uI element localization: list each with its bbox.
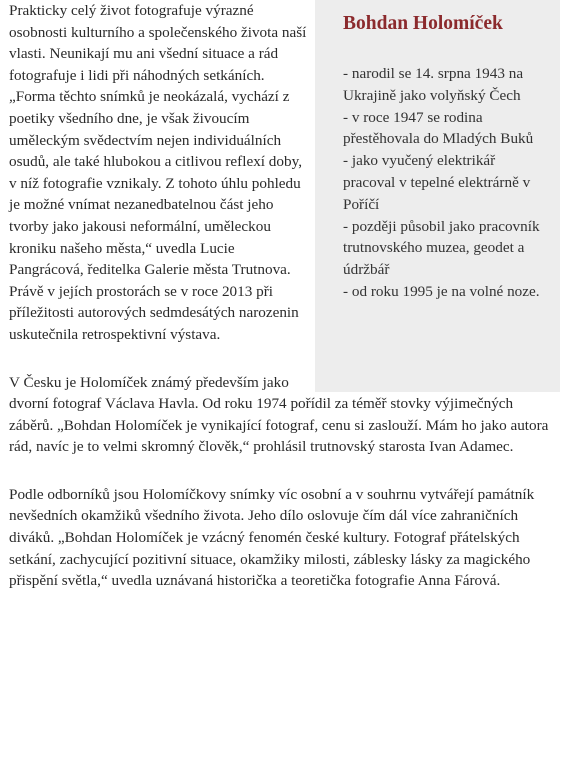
fact-item: - později působil jako pracovník trutnovského muzea, geodet a údržbář [343, 217, 540, 279]
fact-list [343, 63, 548, 303]
fact-item: - jako vyučený elektrikář pracoval v tepelné elektrárně v Poříčí [343, 152, 531, 213]
article [9, 0, 557, 618]
fact-item: - narodil se 14. srpna 1943 na Ukrajině jako volyňský Čech [343, 65, 524, 104]
article-paragraph: Prakticky celý život fotografuje výrazné osobnosti kulturního a společenského života naší vlasti. Neunikají mu ani všední situace a rád fotografuje i lidi při náhodných setkáních. „Forma těchto snímků je neokázalá, vychází z poetiky všedního dne, je však živoucím uměleckým svědectvím nejen individuálních osudů, ale také hlubokou a citlivou reflexí doby, v níž fotografie vznikaly. Z tohoto úhlu pohledu je možné vnímat nezanedbatelnou část jeho tvorby jako jakousi neformální, uměleckou kroniku našeho města,“ uvedla Lucie Pangrácová, ředitelka Galerie města Trutnova. Právě v jejích prostorách se v roce 2013 při příležitosti autorových sedmdesátých narozenin uskutečnila retrospektivní výstava. [9, 2, 307, 343]
article-paragraph: V Česku je Holomíček známý především jako dvorní fotograf Václava Havla. Od roku 1974 pořídil za téměř stovky výjimečných záběrů. „Bohdan Holomíček je vynikající fotograf, cenu si zaslouží. Mám ho jako autora rád, navíc je to velmi skromný člověk,“ prohlásil trutnovský starosta Ivan Adamec. [9, 373, 549, 456]
profile-sidebar [315, 0, 560, 392]
fact-item: - v roce 1947 se rodina přestěhovala do Mladých Buků [343, 108, 534, 148]
sidebar-title: Bohdan Holomíček [343, 13, 503, 34]
fact-item: - od roku 1995 je na volné noze. [343, 282, 540, 300]
article-paragraph: Podle odborníků jsou Holomíčkovy snímky víc osobní a v souhrnu vytvářejí památník nevšedních okamžiků všedního života. Jeho dílo oslovuje čím dál více zahraničních diváků. „Bohdan Holomíček je vzácný fenomén české kultury. Fotograf přátelských setkání, zachycující pozitivní situace, okamžiky milosti, záblesky lásky za magického přispění světla,“ uvedla uznávaná historička a teoretička fotografie Anna Fárová. [9, 485, 535, 590]
